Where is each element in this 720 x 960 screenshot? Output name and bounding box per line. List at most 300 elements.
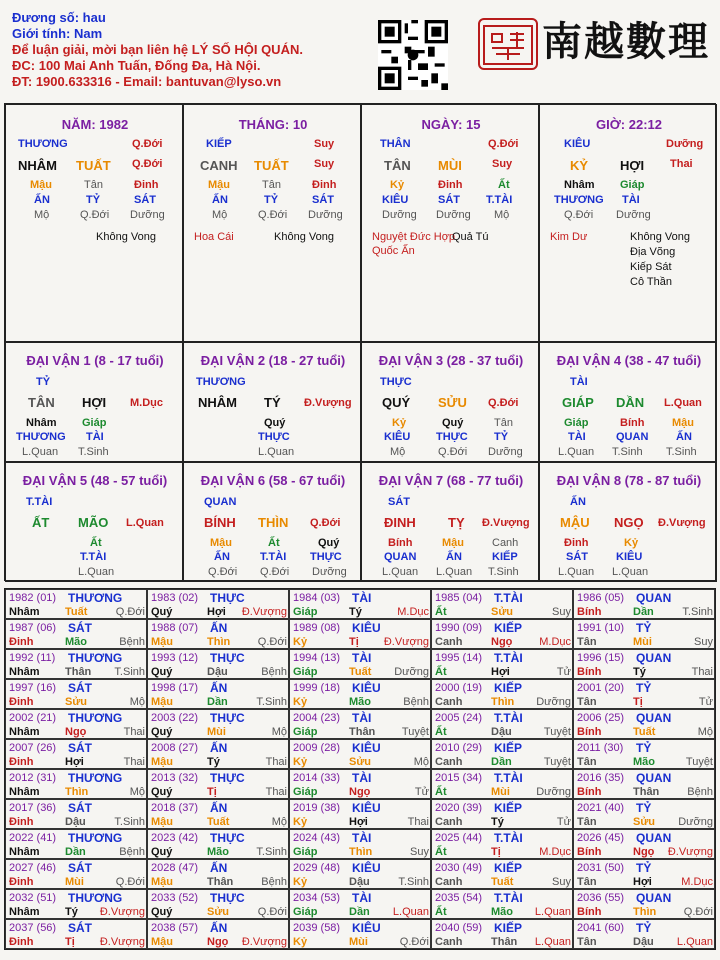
year-branch: Tý: [633, 666, 646, 678]
year-phase: M.Dục: [539, 636, 571, 648]
dai-van-stem: ẤT: [32, 515, 50, 530]
pillar-title: THÁNG: 10: [238, 117, 308, 132]
year-stem: Mậu: [151, 936, 173, 948]
year-stem: Canh: [435, 756, 463, 768]
pillar-stem-god: Thai: [670, 158, 693, 170]
year-cell: [573, 739, 715, 769]
year-stem: Đinh: [9, 876, 34, 888]
year-label: 2015 (34): [435, 772, 483, 784]
year-cell: [5, 769, 147, 799]
year-stem: Quý: [151, 786, 173, 798]
year-label: 2024 (43): [293, 832, 341, 844]
year-phase: L.Quan: [534, 936, 571, 948]
dai-van-3: [361, 342, 539, 462]
year-phase: Tuyệt: [401, 726, 429, 738]
year-label: 2019 (38): [293, 802, 341, 814]
year-label: 2026 (45): [577, 832, 625, 844]
year-cell: [289, 589, 431, 619]
year-god: THƯƠNG: [68, 891, 123, 905]
year-cell: [573, 919, 715, 949]
year-god: QUAN: [636, 771, 672, 785]
year-god: TÀI: [352, 711, 372, 725]
year-branch: Thìn: [207, 636, 231, 648]
year-label: 1991 (10): [577, 622, 625, 634]
year-cell: [431, 679, 573, 709]
year-god: THỰC: [210, 891, 245, 905]
year-cell: [289, 919, 431, 949]
year-branch: Dậu: [491, 726, 512, 738]
hidden-stem: Nhâm: [26, 417, 57, 429]
year-phase: Q.Đới: [115, 876, 145, 888]
year-phase: T.Sinh: [114, 666, 145, 678]
year-cell: [147, 619, 289, 649]
brand-title: 南越數理: [542, 18, 710, 65]
year-label: 2018 (37): [151, 802, 199, 814]
year-branch: Dần: [65, 846, 86, 858]
hidden-god: TỶ: [494, 431, 509, 443]
year-cell: [431, 709, 573, 739]
year-label: 2014 (33): [293, 772, 341, 784]
year-stem: Đinh: [9, 816, 34, 828]
year-label: 1985 (04): [435, 592, 483, 604]
year-cell: [289, 679, 431, 709]
year-god: QUAN: [636, 831, 672, 845]
address-line: ĐC: 100 Mai Anh Tuấn, Đống Đa, Hà Nội.: [12, 58, 261, 73]
hidden-stem: Đinh: [564, 537, 589, 549]
header-info: [12, 10, 303, 90]
year-branch: Tý: [491, 816, 504, 828]
dai-van-1: [5, 342, 183, 462]
phase: Mộ: [494, 209, 510, 221]
year-cell: [5, 679, 147, 709]
year-branch: Thìn: [633, 906, 657, 918]
year-phase: Dưỡng: [678, 816, 713, 828]
year-branch: Mùi: [349, 936, 368, 948]
year-phase: Tử: [556, 816, 571, 828]
year-cell: [573, 619, 715, 649]
phase: Q.Đới: [438, 446, 468, 458]
year-stem: Đinh: [9, 936, 34, 948]
extra-star: Không Vong: [630, 231, 690, 243]
dai-van-branch: TÝ: [264, 395, 281, 410]
year-phase: Q.Đới: [399, 936, 429, 948]
dai-van-branch: THÌN: [258, 515, 289, 530]
year-stem: Bính: [577, 786, 602, 798]
year-row: [5, 589, 715, 619]
hidden-god: THỰC: [310, 551, 342, 563]
year-phase: T.Sinh: [256, 846, 287, 858]
year-phase: Thai: [407, 816, 429, 828]
dai-van-god: TỶ: [36, 376, 51, 388]
year-phase: Q.Đới: [115, 606, 145, 618]
hidden-stem: Ất: [498, 179, 510, 191]
year-branch: Tuất: [349, 666, 372, 678]
year-phase: Bệnh: [119, 636, 145, 648]
year-branch: Thân: [633, 786, 660, 798]
extra-star: Kim Dư: [550, 231, 588, 243]
pillar-stem-god: Suy: [492, 158, 513, 170]
phase: Mộ: [34, 209, 50, 221]
year-branch: Hợi: [65, 756, 84, 768]
phase: L.Quan: [558, 446, 595, 458]
year-label: 2001 (20): [577, 682, 625, 694]
hidden-stem: Giáp: [564, 417, 589, 429]
year-table: [4, 588, 716, 950]
dai-van-title: ĐẠI VẬN 6 (58 - 67 tuổi): [200, 473, 346, 488]
year-god: QUAN: [636, 711, 672, 725]
year-stem: Giáp: [293, 906, 318, 918]
year-stem: Quý: [151, 666, 173, 678]
phase: T.Sinh: [488, 566, 519, 578]
year-cell: [147, 739, 289, 769]
extra-star: Địa Võng: [630, 246, 676, 258]
year-stem: Nhâm: [9, 906, 40, 918]
year-god: THỰC: [210, 771, 245, 785]
hidden-god: ẤN: [34, 194, 50, 206]
year-branch: Tị: [633, 696, 643, 708]
year-god: THỰC: [210, 591, 245, 605]
hidden-stem: Tân: [84, 179, 103, 191]
duong-so-value: hau: [82, 10, 106, 25]
year-cell: [147, 829, 289, 859]
year-stem: Mậu: [151, 876, 173, 888]
year-branch: Tuất: [65, 606, 88, 618]
year-branch: Tị: [207, 786, 217, 798]
hidden-stem: Canh: [492, 537, 519, 549]
year-branch: Mão: [65, 636, 87, 648]
year-stem: Mậu: [151, 696, 173, 708]
year-row: [5, 829, 715, 859]
year-phase: M.Dục: [397, 606, 429, 618]
dai-van-phase: M.Dục: [130, 397, 163, 409]
hidden-stem: Mậu: [672, 417, 694, 429]
year-cell: [5, 649, 147, 679]
dai-van-stem: ĐINH: [384, 515, 416, 530]
year-branch: Thân: [491, 936, 518, 948]
year-cell: [431, 799, 573, 829]
year-god: KIÊU: [352, 921, 381, 935]
year-stem: Mậu: [151, 756, 173, 768]
year-phase: Mộ: [697, 726, 713, 738]
pillar-god2: Suy: [314, 138, 335, 150]
year-god: TÀI: [352, 651, 372, 665]
dai-van-title: ĐẠI VẬN 1 (8 - 17 tuổi): [26, 353, 164, 368]
year-label: 2035 (54): [435, 892, 483, 904]
year-cell: [5, 889, 147, 919]
year-cell: [289, 829, 431, 859]
dai-van-8: [539, 462, 717, 582]
year-stem: Ất: [435, 846, 447, 858]
extra-star: Quốc Ấn: [372, 245, 415, 257]
dai-van-title: ĐẠI VẬN 4 (38 - 47 tuổi): [556, 353, 702, 368]
dai-van-stem: QUÝ: [382, 395, 411, 410]
year-god: T.TÀI: [494, 831, 523, 845]
pillar-day: [361, 104, 539, 342]
year-cell: [289, 619, 431, 649]
year-phase: Bệnh: [687, 786, 713, 798]
year-label: 2027 (46): [9, 862, 57, 874]
hidden-god: KIẾP: [492, 551, 518, 563]
year-phase: Đ.Vượng: [99, 936, 145, 948]
year-branch: Dậu: [633, 936, 654, 948]
dai-van-phase: Đ.Vượng: [482, 517, 530, 529]
hidden-stem: Đinh: [312, 179, 337, 191]
year-branch: Dậu: [349, 876, 370, 888]
year-label: 2017 (36): [9, 802, 57, 814]
pillar-branch: TUẤT: [76, 158, 111, 173]
extra-star: Hoa Cái: [194, 231, 234, 243]
year-god: TỶ: [636, 861, 652, 875]
dai-van-title: ĐẠI VẬN 5 (48 - 57 tuổi): [22, 473, 168, 488]
year-label: 1983 (02): [151, 592, 199, 604]
phase: Dưỡng: [130, 209, 165, 221]
year-branch: Tị: [349, 636, 359, 648]
year-stem: Kỷ: [293, 636, 308, 648]
seal-stamp: [478, 18, 538, 70]
hidden-god: QUAN: [616, 431, 649, 443]
year-god: TÀI: [352, 591, 372, 605]
hidden-stem: Mậu: [208, 179, 230, 191]
hidden-stem: Quý: [264, 417, 286, 429]
year-cell: [573, 709, 715, 739]
year-row: [5, 889, 715, 919]
year-phase: Tử: [556, 666, 571, 678]
year-stem: Tân: [577, 696, 597, 708]
year-phase: Thai: [123, 726, 145, 738]
hidden-god: SÁT: [134, 194, 156, 206]
year-label: 1989 (08): [293, 622, 341, 634]
year-god: ẤN: [210, 861, 228, 875]
year-stem: Tân: [577, 756, 597, 768]
year-phase: L.Quan: [534, 906, 571, 918]
year-phase: Tuyệt: [543, 726, 571, 738]
pillar-branch: TUẤT: [254, 158, 289, 173]
year-cell: [147, 649, 289, 679]
year-god: KIẾP: [494, 861, 523, 875]
year-label: 1999 (18): [293, 682, 341, 694]
year-row: [5, 709, 715, 739]
year-branch: Thân: [65, 666, 92, 678]
phase: Dưỡng: [436, 209, 471, 221]
year-phase: L.Quan: [676, 936, 713, 948]
year-stem: Kỷ: [293, 936, 308, 948]
hidden-stem: Kỷ: [624, 537, 639, 549]
year-cell: [431, 589, 573, 619]
year-god: TÀI: [352, 771, 372, 785]
year-cell: [573, 589, 715, 619]
year-label: 2010 (29): [435, 742, 483, 754]
year-cell: [431, 619, 573, 649]
hidden-stem: Kỷ: [392, 417, 407, 429]
year-phase: Đ.Vượng: [99, 906, 145, 918]
year-label: 1986 (05): [577, 592, 625, 604]
year-stem: Bính: [577, 666, 602, 678]
year-cell: [573, 859, 715, 889]
year-branch: Mùi: [633, 636, 652, 648]
year-stem: Canh: [435, 636, 463, 648]
duong-so-label: Đương số:: [12, 10, 80, 25]
year-branch: Mùi: [207, 726, 226, 738]
phase: Q.Đới: [208, 566, 238, 578]
dai-van-title: ĐẠI VẬN 2 (18 - 27 tuổi): [200, 353, 346, 368]
year-branch: Dần: [349, 906, 370, 918]
year-stem: Quý: [151, 906, 173, 918]
year-stem: Đinh: [9, 636, 34, 648]
year-label: 2034 (53): [293, 892, 341, 904]
year-branch: Sửu: [65, 696, 88, 708]
hidden-god: ẤN: [214, 551, 230, 563]
year-stem: Canh: [435, 696, 463, 708]
year-branch: Thân: [207, 876, 234, 888]
year-row: [5, 919, 715, 949]
hidden-god: TỶ: [264, 194, 279, 206]
year-label: 1988 (07): [151, 622, 199, 634]
hidden-stem: Bính: [388, 537, 413, 549]
qr-code-icon: [378, 20, 448, 90]
extra-star: Cô Thần: [630, 276, 672, 288]
dai-van-2: [183, 342, 361, 462]
hidden-god: T.TÀI: [80, 551, 107, 563]
pillar-god2: Q.Đới: [132, 138, 163, 150]
year-cell: [147, 769, 289, 799]
extra-star: Nguyệt Đức Hợp: [372, 231, 456, 243]
year-branch: Sửu: [349, 756, 372, 768]
pillar-branch: MÙI: [438, 158, 462, 173]
dai-van-phase: Đ.Vượng: [658, 517, 706, 529]
year-branch: Dần: [633, 606, 654, 618]
year-god: THƯƠNG: [68, 831, 123, 845]
year-god: KIÊU: [352, 861, 381, 875]
extra-star: Kiếp Sát: [630, 261, 672, 273]
year-label: 2003 (22): [151, 712, 199, 724]
year-phase: Tử: [698, 696, 713, 708]
year-stem: Bính: [577, 606, 602, 618]
phase: T.Sinh: [612, 446, 643, 458]
dai-van-branch: DẦN: [616, 395, 645, 410]
year-label: 2033 (52): [151, 892, 199, 904]
year-stem: Giáp: [293, 606, 318, 618]
year-cell: [573, 889, 715, 919]
dai-van-7: [361, 462, 539, 582]
year-god: KIẾP: [494, 621, 523, 635]
pillar-branch: HỢI: [620, 158, 645, 173]
hidden-god: THƯƠNG: [16, 431, 66, 443]
year-label: 2005 (24): [435, 712, 483, 724]
hidden-stem: Giáp: [620, 179, 645, 191]
hidden-stem: Mậu: [30, 179, 52, 191]
phase: Dưỡng: [488, 446, 523, 458]
dai-van-stem: NHÂM: [198, 395, 237, 410]
year-god: T.TÀI: [494, 591, 523, 605]
hidden-god: T.TÀI: [260, 551, 287, 563]
year-branch: Mão: [207, 846, 229, 858]
phone-line: ĐT: 1900.633316 - Email: bantuvan@lyso.vn: [12, 74, 282, 89]
dai-van-title: ĐẠI VẬN 3 (28 - 37 tuổi): [378, 353, 524, 368]
year-row: [5, 769, 715, 799]
phase: Dưỡng: [616, 209, 651, 221]
year-stem: Tân: [577, 936, 597, 948]
year-cell: [147, 589, 289, 619]
hidden-stem: Đinh: [438, 179, 463, 191]
year-phase: Dưỡng: [536, 786, 571, 798]
year-cell: [147, 889, 289, 919]
year-stem: Ất: [435, 906, 447, 918]
hidden-god: KIÊU: [382, 194, 409, 206]
phase: Q.Đới: [258, 209, 288, 221]
year-branch: Sửu: [207, 906, 230, 918]
year-god: T.TÀI: [494, 711, 523, 725]
year-god: SÁT: [68, 681, 92, 695]
hidden-stem: Tân: [262, 179, 281, 191]
year-stem: Giáp: [293, 726, 318, 738]
year-stem: Quý: [151, 846, 173, 858]
year-god: KIÊU: [352, 741, 381, 755]
year-stem: Kỷ: [293, 816, 308, 828]
year-phase: Thai: [691, 666, 713, 678]
pillar-title: NĂM: 1982: [61, 117, 129, 132]
year-phase: Bệnh: [261, 666, 287, 678]
year-branch: Hợi: [349, 816, 368, 828]
pillar-stem-god: Q.Đới: [132, 158, 163, 170]
extra-star: Quả Tú: [452, 231, 489, 243]
year-branch: Ngọ: [65, 726, 87, 738]
phase: L.Quan: [612, 566, 649, 578]
year-cell: [5, 589, 147, 619]
year-stem: Kỷ: [293, 696, 308, 708]
year-label: 2025 (44): [435, 832, 483, 844]
hidden-stem: Ất: [268, 537, 280, 549]
phase: Dưỡng: [382, 209, 417, 221]
year-label: 1987 (06): [9, 622, 57, 634]
dai-van-5: [5, 462, 183, 582]
year-god: QUAN: [636, 651, 672, 665]
year-god: TỶ: [636, 681, 652, 695]
pillar-god2: Dưỡng: [666, 138, 704, 150]
year-label: 2032 (51): [9, 892, 57, 904]
year-phase: Mộ: [129, 696, 145, 708]
year-god: SÁT: [68, 921, 92, 935]
year-cell: [147, 679, 289, 709]
year-stem: Quý: [151, 606, 173, 618]
dai-van-god: QUAN: [204, 496, 237, 508]
dai-van-god: T.TÀI: [26, 496, 53, 508]
dai-van-branch: NGỌ: [614, 515, 644, 530]
hidden-stem: Mậu: [442, 537, 464, 549]
year-branch: Mão: [633, 756, 655, 768]
year-cell: [147, 709, 289, 739]
year-label: 2040 (59): [435, 922, 483, 934]
year-stem: Tân: [577, 636, 597, 648]
year-stem: Tân: [577, 876, 597, 888]
hidden-god: TÀI: [568, 431, 586, 443]
year-label: 2028 (47): [151, 862, 199, 874]
year-stem: Ất: [435, 666, 447, 678]
hidden-god: QUAN: [384, 551, 417, 563]
year-label: 2012 (31): [9, 772, 57, 784]
year-label: 2016 (35): [577, 772, 625, 784]
year-god: KIÊU: [352, 681, 381, 695]
year-cell: [147, 859, 289, 889]
year-branch: Thìn: [65, 786, 89, 798]
pillar-god: THÂN: [380, 138, 411, 150]
phase: L.Quan: [22, 446, 59, 458]
year-phase: Đ.Vượng: [241, 936, 287, 948]
year-branch: Thìn: [349, 846, 373, 858]
year-cell: [289, 769, 431, 799]
year-cell: [431, 919, 573, 949]
year-cell: [147, 919, 289, 949]
year-stem: Bính: [577, 846, 602, 858]
